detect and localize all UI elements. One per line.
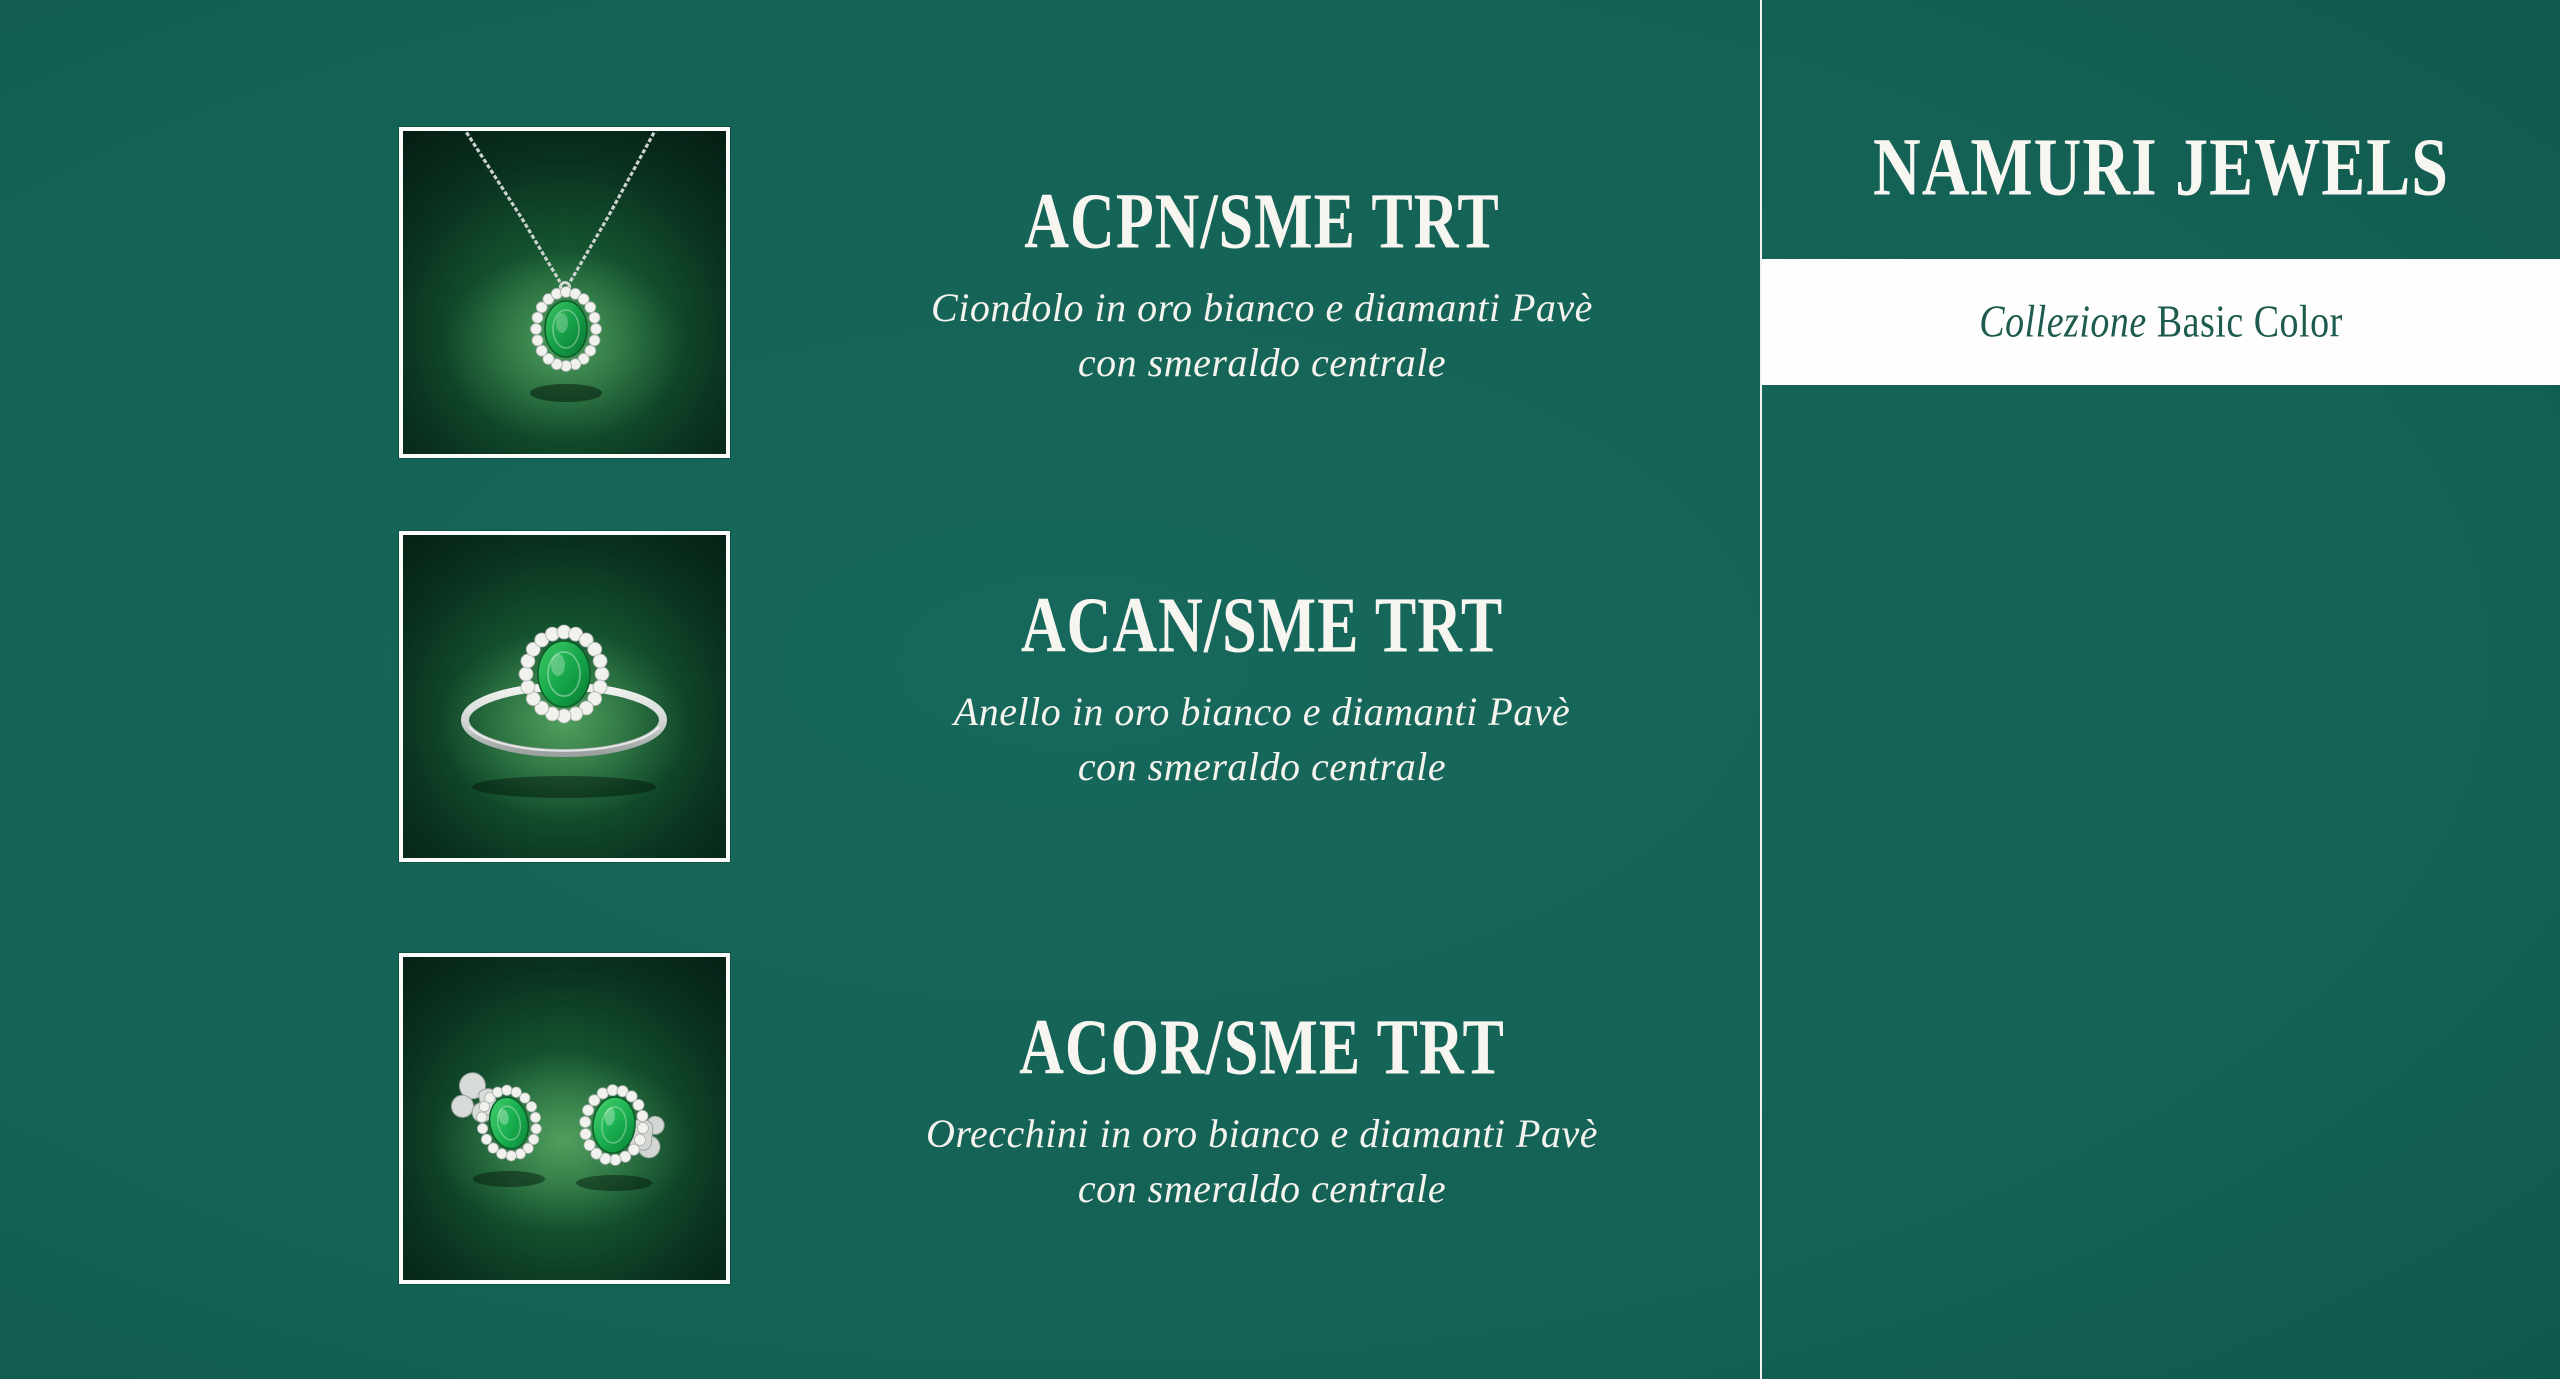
- product-description: Orecchini in oro bianco e diamanti Pavè con smeraldo centrale: [926, 1111, 1598, 1211]
- product-code: ACOR/SME TRT: [1019, 1004, 1505, 1092]
- product-code: ACAN/SME TRT: [1020, 582, 1504, 670]
- product-code: ACPN/SME TRT: [1024, 178, 1500, 266]
- product-row-earrings: [0, 953, 1760, 1284]
- earring-shadow-right: [576, 1175, 652, 1191]
- product-row-pendant: [0, 127, 1760, 458]
- pendant-shadow: [530, 384, 602, 402]
- earring-shadow-left: [473, 1171, 545, 1187]
- product-description: Anello in oro bianco e diamanti Pavè con smeraldo centrale: [953, 689, 1571, 789]
- ring-shadow: [472, 776, 656, 798]
- brand-panel: [1762, 0, 2560, 1379]
- stud-earrings-illustration: [403, 957, 726, 1280]
- halo-ring-illustration: [403, 535, 726, 858]
- emerald-stone: [538, 641, 590, 707]
- product-description: Ciondolo in oro bianco e diamanti Pavè con smeraldo centrale: [931, 285, 1593, 385]
- product-row-ring: [0, 531, 1760, 862]
- brand-title: NAMURI JEWELS: [1873, 121, 2449, 213]
- collection-name: Basic Color: [2156, 296, 2343, 348]
- pendant-necklace-image: [399, 127, 730, 458]
- collection-word: Collezione: [1979, 296, 2147, 348]
- collection-banner: [1762, 259, 2560, 385]
- halo-ring-image: [399, 531, 730, 862]
- stud-earrings-image: [399, 953, 730, 1284]
- collection-label: [1979, 246, 2343, 397]
- pendant-necklace-illustration: [403, 131, 726, 454]
